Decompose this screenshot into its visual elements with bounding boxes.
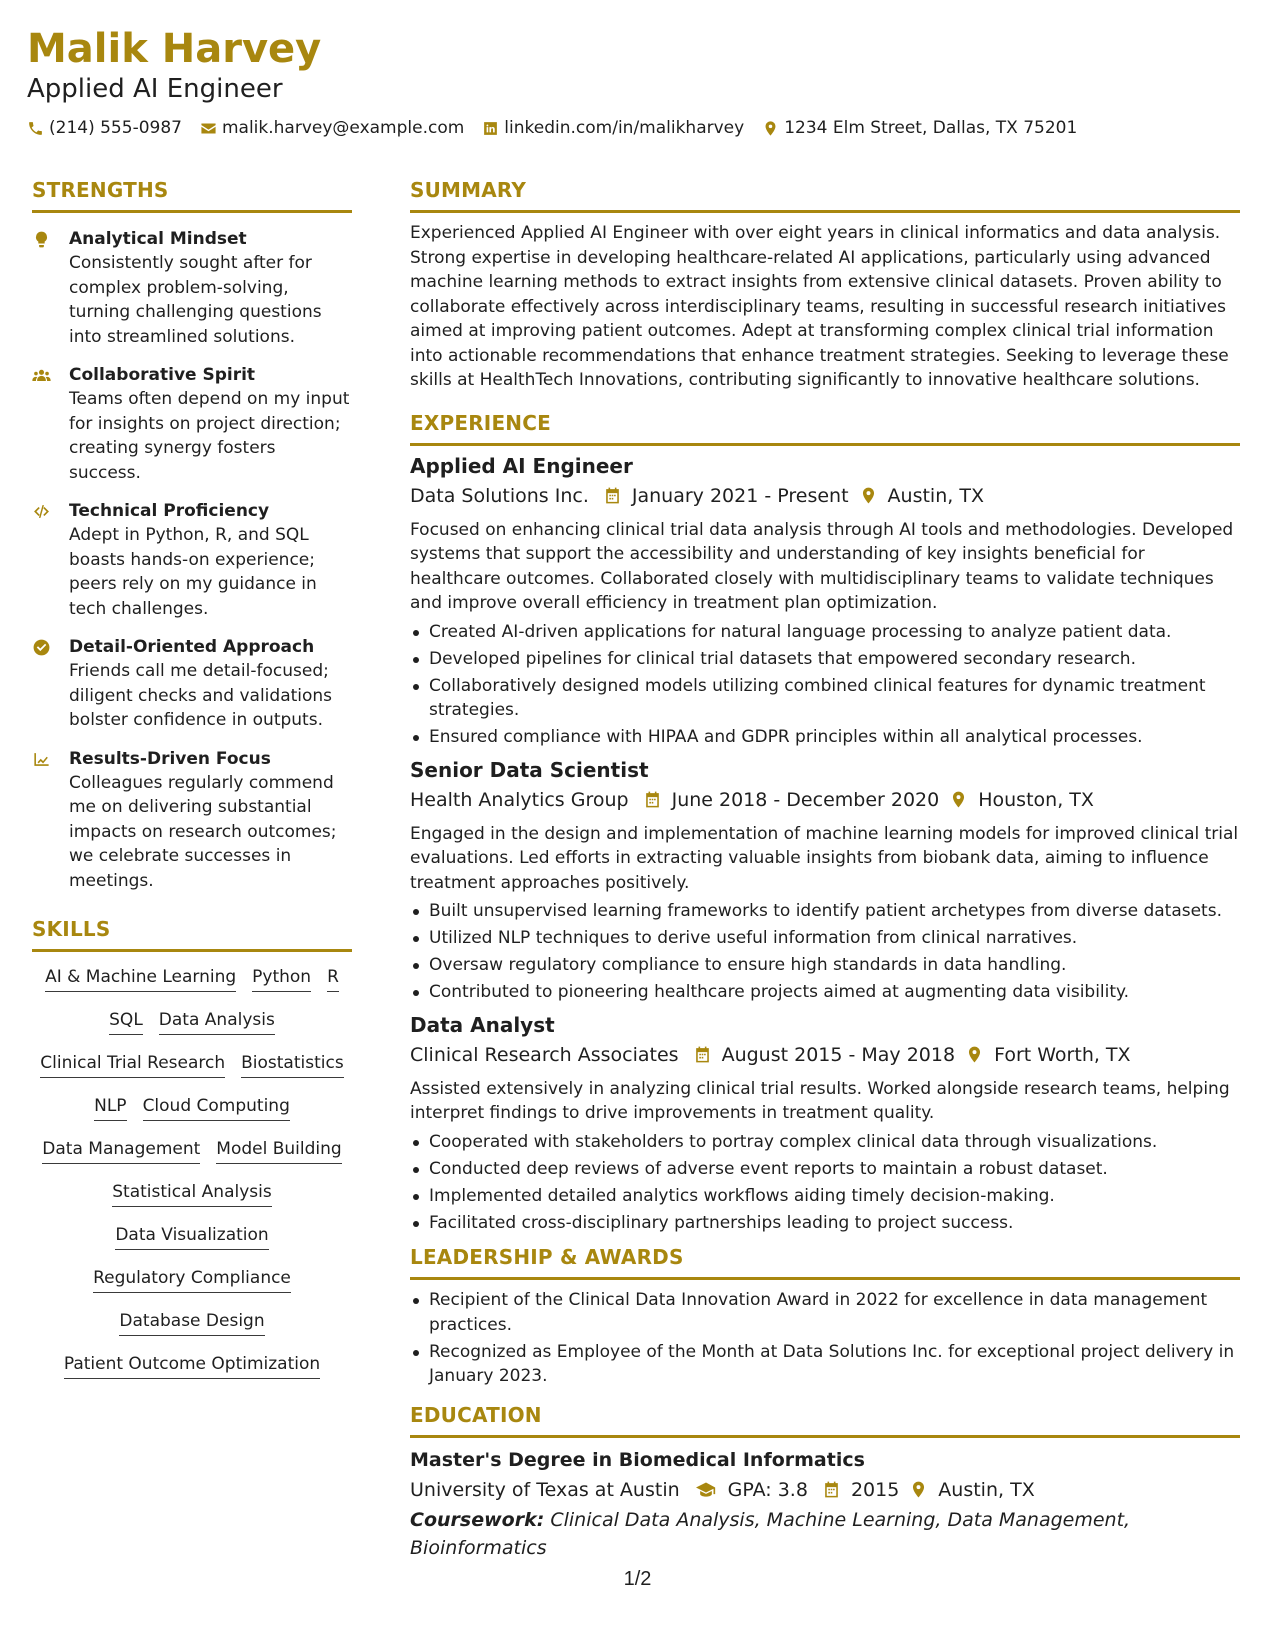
skill-tag: Patient Outcome Optimization <box>64 1352 320 1379</box>
job-location: Austin, TX <box>887 484 984 507</box>
left-column <box>32 176 352 1379</box>
job-location: Houston, TX <box>978 788 1094 811</box>
bullet-item: Cooperated with stakeholders to portray complex clinical data through visualizations. <box>410 1130 1240 1155</box>
phone-icon <box>27 120 44 137</box>
skill-tag: Biostatistics <box>241 1051 344 1078</box>
map-pin-icon <box>949 790 968 809</box>
job-dates: August 2015 - May 2018 <box>721 1043 956 1066</box>
bullet-item: Utilized NLP techniques to derive useful information from clinical narratives. <box>410 926 1240 951</box>
section-divider <box>410 443 1240 446</box>
strength-title: Analytical Mindset <box>69 229 247 249</box>
job-company: Clinical Research Associates <box>410 1043 679 1066</box>
map-pin-icon <box>909 1480 928 1499</box>
users-icon <box>32 366 51 385</box>
leadership-bullets <box>410 1288 1240 1389</box>
bullet-item: Developed pipelines for clinical trial datasets that empowered secondary research. <box>410 647 1240 672</box>
job-description: Focused on enhancing clinical trial data analysis through AI tools and methodologies. Developed systems that support the accessibility and understanding of key insights beneficial for healthcare outcomes. Collaborated closely with multidisciplinary teams to validate techniques and improve overall efficiency in treatment plan optimization. <box>410 519 1234 613</box>
resume-header <box>27 24 1247 140</box>
bullet-item: Recipient of the Clinical Data Innovation Award in 2022 for excellence in data management practices. <box>410 1288 1240 1337</box>
job-bullets <box>410 620 1240 750</box>
gpa-text: GPA: 3.8 <box>727 1478 808 1501</box>
degree-title: Master's Degree in Biomedical Informatics <box>410 1448 865 1471</box>
bullet-item: Recognized as Employee of the Month at Data Solutions Inc. for exceptional project delivery in January 2023. <box>410 1340 1240 1389</box>
check-circle-icon <box>32 638 51 657</box>
map-pin-icon <box>762 120 779 137</box>
job-bullets <box>410 1130 1240 1236</box>
address-text: 1234 Elm Street, Dallas, TX 75201 <box>784 118 1078 138</box>
skill-tag: Cloud Computing <box>143 1094 290 1121</box>
calendar-icon <box>822 1480 841 1499</box>
skill-tag: Data Visualization <box>115 1223 268 1250</box>
right-column <box>410 176 1240 1562</box>
section-divider <box>32 949 352 952</box>
skill-tag: Regulatory Compliance <box>93 1266 291 1293</box>
chart-line-icon <box>32 750 51 769</box>
bullet-item: Facilitated cross-disciplinary partnerships leading to project success. <box>410 1211 1240 1236</box>
strength-desc: Colleagues regularly commend me on delivering substantial impacts on research outcomes; we celebrate successes in meetings. <box>69 772 337 891</box>
strength-desc: Friends call me detail-focused; diligent checks and validations bolster confidence in outputs. <box>69 661 333 730</box>
job-dates: January 2021 - Present <box>631 484 849 507</box>
education-meta <box>410 1476 1240 1504</box>
skill-tag: SQL <box>109 1008 143 1035</box>
education-heading: EDUCATION <box>410 1402 542 1427</box>
skill-tag: Data Analysis <box>159 1008 275 1035</box>
strength-item <box>32 747 352 894</box>
strength-desc: Adept in Python, R, and SQL boasts hands-on experience; peers rely on my guidance in tech challenges. <box>69 525 317 619</box>
school-location: Austin, TX <box>938 1478 1035 1501</box>
strength-item <box>32 499 352 621</box>
envelope-icon <box>200 120 217 137</box>
job-entry <box>410 452 1240 750</box>
bullet-item: Implemented detailed analytics workflows aiding timely decision-making. <box>410 1184 1240 1209</box>
skill-tag: Python <box>252 965 311 992</box>
strength-title: Collaborative Spirit <box>69 365 256 385</box>
bullet-item: Built unsupervised learning frameworks to identify patient archetypes from diverse datasets. <box>410 899 1240 924</box>
phone-text: (214) 555-0987 <box>49 118 182 138</box>
calendar-icon <box>643 790 662 809</box>
job-description: Engaged in the design and implementation of machine learning models for improved clinical trial evaluations. Led efforts in extracting valuable insights from biobank data, aiming to influence treatment approaches positively. <box>410 823 1239 893</box>
job-description: Assisted extensively in analyzing clinical trial results. Worked alongside research teams, helping interpret findings to drive improvements in treatment quality. <box>410 1078 1230 1123</box>
section-divider <box>32 210 352 213</box>
strength-desc: Consistently sought after for complex problem-solving, turning challenging questions into streamlined solutions. <box>69 253 322 347</box>
skill-tag: AI & Machine Learning <box>45 965 236 992</box>
lightbulb-icon <box>32 230 51 249</box>
strength-title: Technical Proficiency <box>69 501 270 521</box>
code-icon <box>32 502 51 521</box>
skill-tag: Data Management <box>42 1137 200 1164</box>
job-title: Senior Data Scientist <box>410 757 649 782</box>
skill-tag: Model Building <box>216 1137 341 1164</box>
linkedin-icon <box>482 120 499 137</box>
coursework-line <box>410 1506 1240 1562</box>
job-entry <box>410 1011 1240 1236</box>
strength-item <box>32 363 352 485</box>
coursework-list: Clinical Data Analysis, Machine Learning, Data Management, Bioinformatics <box>410 1508 1131 1559</box>
bullet-item: Oversaw regulatory compliance to ensure high standards in data handling. <box>410 953 1240 978</box>
skills-list <box>32 965 352 1379</box>
strength-desc: Teams often depend on my input for insights on project direction; creating synergy fosters success. <box>69 389 350 483</box>
experience-heading: EXPERIENCE <box>410 410 551 435</box>
job-meta <box>410 786 1240 814</box>
job-location: Fort Worth, TX <box>994 1043 1131 1066</box>
strength-title: Detail-Oriented Approach <box>69 637 315 657</box>
skill-tag: Clinical Trial Research <box>40 1051 225 1078</box>
skill-tag: R <box>327 965 339 992</box>
bullet-item: Ensured compliance with HIPAA and GDPR principles within all analytical processes. <box>410 725 1240 750</box>
map-pin-icon <box>965 1045 984 1064</box>
graduation-cap-icon <box>694 1480 718 1500</box>
section-divider <box>410 1277 1240 1280</box>
contact-email[interactable] <box>200 116 464 140</box>
contact-bar <box>27 116 1247 140</box>
job-company: Data Solutions Inc. <box>410 484 589 507</box>
job-entry <box>410 756 1240 1005</box>
bullet-item: Contributed to pioneering healthcare projects aimed at augmenting data visibility. <box>410 980 1240 1005</box>
calendar-icon <box>603 486 622 505</box>
contact-linkedin[interactable] <box>482 116 744 140</box>
calendar-icon <box>693 1045 712 1064</box>
email-text: malik.harvey@example.com <box>221 118 465 138</box>
strength-item <box>32 227 352 349</box>
section-divider <box>410 1435 1240 1438</box>
skills-heading: SKILLS <box>32 917 111 941</box>
job-bullets <box>410 899 1240 1005</box>
candidate-name: Malik Harvey <box>27 26 322 72</box>
skill-tag: NLP <box>94 1094 126 1121</box>
skill-tag: Database Design <box>119 1309 264 1336</box>
bullet-item: Collaboratively designed models utilizing combined clinical features for dynamic treatment strategies. <box>410 674 1240 723</box>
bullet-item: Conducted deep reviews of adverse event reports to maintain a robust dataset. <box>410 1157 1240 1182</box>
section-divider <box>410 210 1240 213</box>
contact-phone[interactable] <box>27 116 182 140</box>
graduation-year: 2015 <box>850 1478 900 1501</box>
school-name: University of Texas at Austin <box>410 1478 680 1501</box>
strength-item <box>32 635 352 733</box>
leadership-heading: LEADERSHIP & AWARDS <box>410 1245 684 1269</box>
map-pin-icon <box>859 486 878 505</box>
job-dates: June 2018 - December 2020 <box>671 788 940 811</box>
summary-text: Experienced Applied AI Engineer with over eight years in clinical informatics and data analysis. Strong expertise in developing healthcare-related AI applications, particularly using advanced machine learning methods to extract insights from extensive clinical datasets. Proven ability to collaborate effectively across interdisciplinary teams, resulting in successful research initiatives aimed at improving patient outcomes. Adept at transforming complex clinical trial information into actionable recommendations that enhance treatment strategies. Seeking to leverage these skills at HealthTech Innovations, contributing significantly to innovative healthcare solutions. <box>410 223 1229 390</box>
job-title: Applied AI Engineer <box>410 453 633 478</box>
strength-title: Results-Driven Focus <box>69 748 271 769</box>
strengths-heading: STRENGTHS <box>32 178 169 202</box>
contact-address <box>762 116 1077 140</box>
job-meta <box>410 482 1240 510</box>
job-title: Data Analyst <box>410 1012 555 1037</box>
candidate-title: Applied AI Engineer <box>27 74 283 104</box>
coursework-label: Coursework: <box>410 1508 545 1531</box>
skill-tag: Statistical Analysis <box>112 1180 271 1207</box>
summary-heading: SUMMARY <box>410 178 527 202</box>
job-company: Health Analytics Group <box>410 788 629 811</box>
bullet-item: Created AI-driven applications for natural language processing to analyze patient data. <box>410 620 1240 645</box>
job-meta <box>410 1041 1240 1069</box>
page-number: 1/2 <box>623 1568 652 1590</box>
linkedin-text: linkedin.com/in/malikharvey <box>504 118 745 138</box>
